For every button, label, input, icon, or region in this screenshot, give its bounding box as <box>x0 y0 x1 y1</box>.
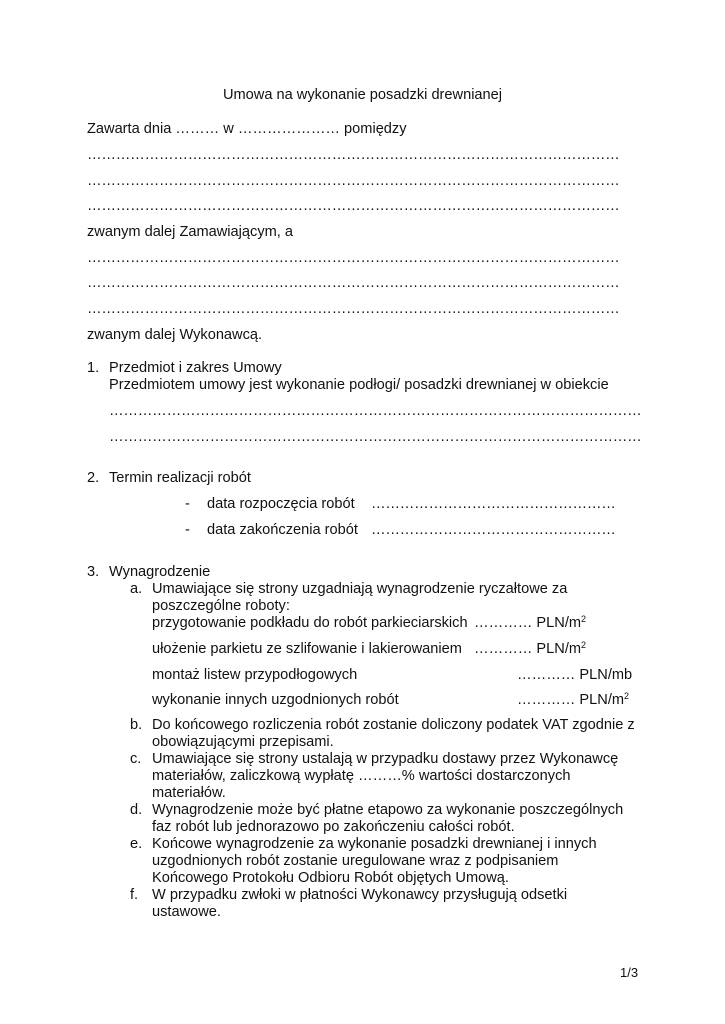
section1-title: Przedmiot i zakres Umowy <box>109 360 282 376</box>
item-a-letter: a. <box>130 581 143 597</box>
section2-dash: - <box>185 522 190 538</box>
item-a-text: Umawiające się strony uzgadniają wynagrodzenie ryczałtowe za <box>152 581 568 597</box>
unit-superscript: 2 <box>624 691 630 701</box>
item-a-text: poszczególne roboty: <box>152 598 290 614</box>
item-d-text: faz robót lub jednorazowo po zakończeniu całości robót. <box>152 819 515 835</box>
item-c-text: Umawiające się strony ustalają w przypadku dostawy przez Wykonawcę <box>152 751 619 767</box>
page-number: 1/3 <box>620 965 639 980</box>
party2-label: zwanym dalej Wykonawcą. <box>87 327 263 343</box>
item-c-letter: c. <box>130 751 142 767</box>
end-date-value: …………………………………………… <box>371 522 616 538</box>
item-f-letter: f. <box>130 887 139 903</box>
section3-title: Wynagrodzenie <box>109 564 211 580</box>
party2-line: ………………………………………………………………………………………………… <box>87 301 620 317</box>
item-c-text: materiałów, zaliczkową wypłatę ………% wartości dostarczonych <box>152 768 571 784</box>
party2-line: ………………………………………………………………………………………………… <box>87 250 620 266</box>
item-d-text: Wynagrodzenie może być płatne etapowo za wykonanie poszczególnych <box>152 802 624 818</box>
contract-date-line: Zawarta dnia ……… w ………………… pomiędzy <box>87 121 407 137</box>
party2-line: ………………………………………………………………………………………………… <box>87 275 620 291</box>
rate-label: montaż listew przypodłogowych <box>152 667 358 683</box>
section2-dash: - <box>185 496 190 512</box>
section2-title: Termin realizacji robót <box>109 470 251 486</box>
item-e-text: Końcowego Protokołu Odbioru Robót objętych Umową. <box>152 870 509 886</box>
item-e-text: Końcowe wynagrodzenie za wykonanie posadzki drewnianej i innych <box>152 836 597 852</box>
party1-line: ………………………………………………………………………………………………… <box>87 147 620 163</box>
party1-line: ………………………………………………………………………………………………… <box>87 173 620 189</box>
rate-value: ………… PLN/mb <box>517 667 633 683</box>
rate-value: ………… PLN/$m^2$ <box>517 691 630 708</box>
unit-superscript: 2 <box>581 640 587 650</box>
item-f-text: ustawowe. <box>152 904 221 920</box>
section3-number: 3. <box>87 564 100 580</box>
item-b-letter: b. <box>130 717 143 733</box>
rate-label: ułożenie parkietu ze szlifowanie i lakierowaniem <box>152 641 462 657</box>
item-c-text: materiałów. <box>152 785 226 801</box>
start-date-label: data rozpoczęcia robót <box>207 496 355 512</box>
party1-line: ………………………………………………………………………………………………… <box>87 198 620 214</box>
item-b-text: obowiązującymi przepisami. <box>152 734 334 750</box>
rate-label: wykonanie innych uzgodnionych robót <box>152 692 399 708</box>
section1-number: 1. <box>87 360 100 376</box>
rate-value: ………… PLN/$m^2$ <box>474 640 587 657</box>
section1-line: ………………………………………………………………………………………………… <box>109 403 642 419</box>
item-e-letter: e. <box>130 836 143 852</box>
unit-superscript: 2 <box>581 614 587 624</box>
section2-number: 2. <box>87 470 100 486</box>
rate-label: przygotowanie podkładu do robót parkieciarskich <box>152 615 468 631</box>
item-b-text: Do końcowego rozliczenia robót zostanie doliczony podatek VAT zgodnie z <box>152 717 635 733</box>
section1-text: Przedmiotem umowy jest wykonanie podłogi/ posadzki drewnianej w obiekcie <box>109 377 609 393</box>
rate-value: ………… PLN/$m^2$ <box>474 614 587 631</box>
item-e-text: uzgodnionych robót zostanie uregulowane wraz z podpisaniem <box>152 853 559 869</box>
start-date-value: …………………………………………… <box>371 496 616 512</box>
party1-label: zwanym dalej Zamawiającym, a <box>87 224 294 240</box>
end-date-label: data zakończenia robót <box>207 522 358 538</box>
section1-line: ………………………………………………………………………………………………… <box>109 429 642 445</box>
item-d-letter: d. <box>130 802 143 818</box>
page-title: Umowa na wykonanie posadzki drewnianej <box>222 87 503 103</box>
item-f-text: W przypadku zwłoki w płatności Wykonawcy przysługują odsetki <box>152 887 568 903</box>
